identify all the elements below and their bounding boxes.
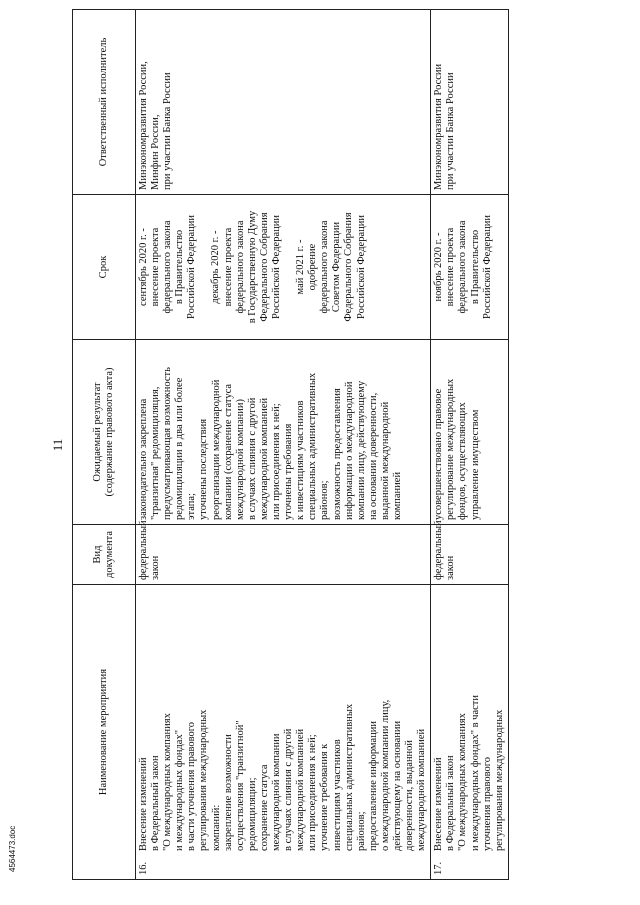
document-id: 4564473.doc (8, 825, 17, 872)
header-doc-type-line: документа (104, 531, 115, 578)
deadline-spacer (198, 199, 210, 335)
result-line: возможность предоставления (331, 388, 343, 520)
measure-name-line: "О международных компаниях (162, 713, 174, 851)
doc-type-cell: федеральный закон (136, 525, 431, 585)
deadline-line: федерального закона (162, 220, 174, 314)
result-line: этапа; (186, 493, 198, 520)
measure-name-line: "О международных компаниях (457, 713, 469, 851)
executor-line: Минэкономразвития России, (138, 61, 149, 190)
deadline-line: декабрь 2020 г. - (210, 230, 222, 304)
deadline-line: Российской Федерации (355, 215, 367, 319)
result-line: к инвестициям участников (295, 400, 307, 520)
measures-table (72, 9, 509, 880)
result-line: уточнены последствия (198, 418, 210, 520)
result-line: международной компании) (234, 399, 246, 520)
table-row (136, 10, 431, 880)
expected-result-cell (431, 340, 509, 525)
measure-name-line: специальных административных (343, 703, 355, 851)
result-line: предусматривающая возможность (162, 367, 174, 520)
result-line: в случаях слияния с другой (246, 397, 258, 520)
result-line: или присоединения к ней; (271, 403, 283, 520)
deadline-line: Российской Федерации (481, 215, 493, 319)
header-doc-type-line: Вид (91, 545, 103, 564)
measure-name-wrap (433, 589, 506, 875)
measure-name-line: редомициляции; (246, 777, 258, 851)
deadline-line: в Государственную Думу (246, 210, 258, 324)
deadline-line: федерального закона (319, 220, 331, 314)
expected-result-cell (136, 340, 431, 525)
deadline-line: внесение проекта (150, 227, 162, 307)
deadline-line: в Правительство (469, 229, 481, 305)
deadline-line: федерального закона (234, 220, 246, 314)
result-line: уточнены требования (283, 423, 295, 520)
result-line: компании лицу, действующему (355, 380, 367, 520)
deadline-line: в Правительство (174, 229, 186, 305)
page-number: 11 (50, 438, 65, 452)
result-line: специальных административных (307, 372, 319, 520)
header-executor: Ответственный исполнитель (73, 10, 136, 195)
measure-name-line: Внесение изменений (433, 757, 445, 851)
measure-name-line: действующему на основании (391, 720, 403, 851)
measure-name-line: и международных фондах" (174, 730, 186, 851)
header-result (73, 340, 136, 525)
result-line: компанией (391, 471, 403, 520)
measure-name-line: Внесение изменений (138, 757, 149, 851)
measure-name-line: компаний: (210, 804, 222, 851)
executor-line: при участии Банка России (162, 72, 174, 190)
deadline-line: внесение проекта (222, 227, 234, 307)
measure-name-line: уточнения правового (481, 756, 493, 851)
measure-name-line: регулирования международных (198, 709, 210, 851)
executor-line: Минэкономразвития России (433, 63, 445, 190)
doc-type-cell: федеральный закон (431, 525, 509, 585)
measure-name-text (433, 695, 506, 851)
measure-name-line: районов; (355, 811, 367, 851)
measure-name-line: и международных фондах" в части (469, 695, 481, 851)
table-header-row (73, 10, 136, 880)
measure-name-cell (136, 585, 431, 880)
measure-name-line: или присоединения к ней; (307, 734, 319, 851)
measure-name-line: международной компанией (416, 728, 428, 851)
executor-cell (431, 10, 509, 195)
table-row (431, 10, 509, 880)
result-line: международной компанией (258, 397, 270, 520)
measure-name-line: регулирования международных (493, 709, 505, 851)
deadline-line: май 2021 г. - (295, 239, 307, 295)
deadline-spacer (283, 199, 295, 335)
result-line: на основании доверенности, (367, 392, 379, 520)
measure-name-cell (431, 585, 509, 880)
measure-name-wrap (138, 589, 428, 875)
deadline-cell (431, 195, 509, 340)
deadline-cell (136, 195, 431, 340)
deadline-line: одобрение (307, 243, 319, 291)
deadline-line: федерального закона (457, 220, 469, 314)
measure-name-line: международной компанией (295, 728, 307, 851)
rotated-page (50, 10, 610, 880)
deadline-line: сентябрь 2020 г. - (138, 228, 149, 306)
measure-name-line: в случаях слияния с другой (283, 728, 295, 851)
measure-name-line: инвестициям участников (331, 739, 343, 851)
header-result-line: Ожидаемый результат (91, 382, 103, 482)
result-line: компании (сохранение статуса (222, 383, 234, 520)
measure-name-line: осуществления "транзитной" (234, 720, 246, 851)
deadline-line: Российской Федерации (186, 215, 198, 319)
result-line: фондов, осуществляющих (457, 402, 469, 520)
deadline-line: Федерального Собрания (343, 212, 355, 322)
measure-name-line: о международной компании лицу, (379, 699, 391, 851)
deadline-line: Советом Федерации (331, 221, 343, 313)
result-line: районов; (319, 480, 331, 520)
measure-name-line: в Федеральный закон (150, 755, 162, 851)
result-line: выданной международной (379, 401, 391, 520)
result-line: редомициляции в два или более (174, 377, 186, 520)
measure-name-line: сохранение статуса (258, 764, 270, 851)
row-number: 17. (433, 861, 445, 875)
deadline-line: Федерального Собрания (258, 212, 270, 322)
measure-name-line: предоставление информации (367, 721, 379, 851)
header-result-line: (содержание правового акта) (104, 367, 115, 497)
measure-name-line: в части уточнения правового (186, 721, 198, 851)
result-line: законодательно закреплена (138, 398, 149, 520)
header-doc-type (73, 525, 136, 585)
result-line: регулирование международных (445, 378, 457, 520)
header-deadline: Срок (73, 195, 136, 340)
measure-name-line: международной компании (271, 733, 283, 851)
measure-name-text (138, 700, 428, 851)
measure-name-line: уточнение требования к (319, 743, 331, 851)
result-line: информации о международной (343, 381, 355, 520)
deadline-line: ноябрь 2020 г. - (433, 232, 445, 302)
executor-line: Минфин России, (150, 114, 162, 190)
result-line: управление имуществом (469, 409, 481, 520)
row-number: 16. (138, 861, 149, 875)
result-line: реорганизации международной (210, 379, 222, 520)
header-name: Наименование мероприятия (73, 585, 136, 880)
executor-line: при участии Банка России (445, 72, 457, 190)
deadline-line: внесение проекта (445, 227, 457, 307)
executor-cell (136, 10, 431, 195)
measure-name-line: доверенности, выданной (404, 739, 416, 851)
result-line: усовершенствовано правовое (433, 388, 445, 520)
deadline-line: Российской Федерации (270, 215, 282, 319)
measure-name-line: в Федеральный закон (445, 755, 457, 851)
result-line: "транзитная" редомициляция, (150, 386, 162, 520)
measure-name-line: закрепление возможности (222, 734, 234, 851)
